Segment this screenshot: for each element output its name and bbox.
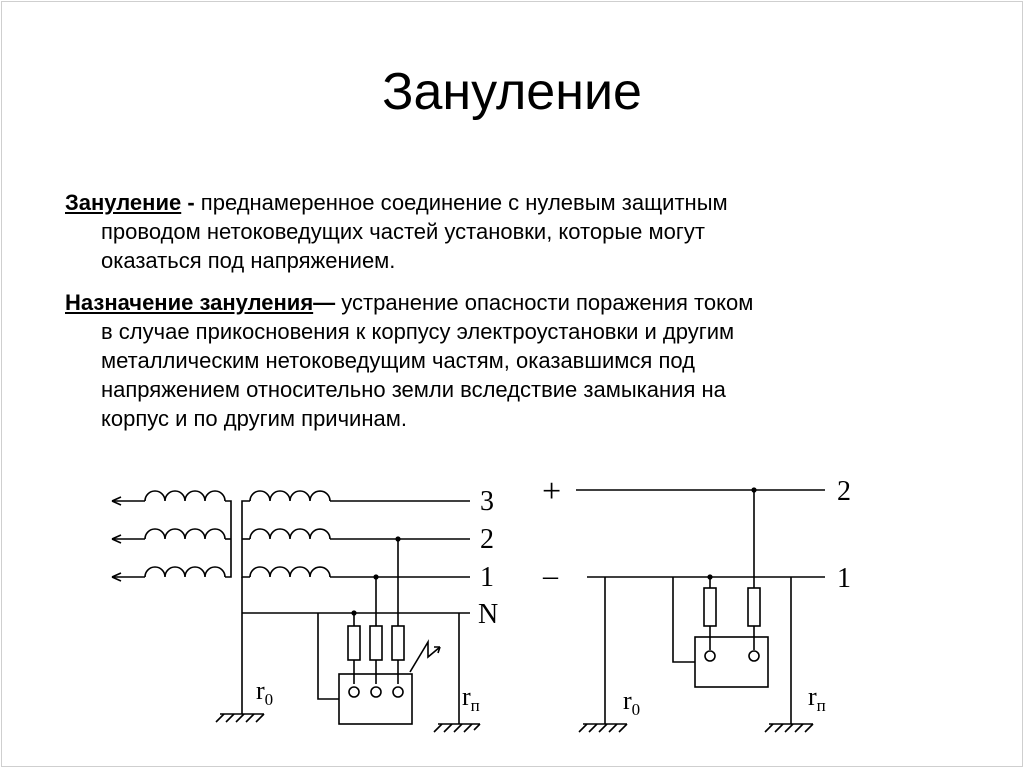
definition-separator: - [181, 190, 201, 215]
purpose-separator: — [313, 290, 342, 315]
circuit-diagrams [2, 2, 1022, 766]
source-arrows [112, 497, 145, 581]
dc-junction-dots [707, 487, 756, 579]
definition-line-2: проводом нетоковедущих частей установки, которые могут [101, 219, 705, 244]
purpose-line-3: металлическим нетоковедущим частям, оказавшимся под [101, 348, 695, 373]
ac-line-label-3: 3 [480, 486, 494, 517]
purpose-text-1: устранение опасности поражения током [341, 290, 754, 315]
ac-line-label-1: 1 [480, 562, 494, 593]
secondary-coils-icon [242, 491, 330, 702]
ground-icon [579, 724, 627, 732]
ac-bus-lines [242, 501, 470, 613]
primary-coils-icon [145, 491, 231, 577]
ground-icon [765, 724, 813, 732]
ac-line-label-2: 2 [480, 524, 494, 555]
definition-line-3: оказаться под напряжением. [101, 248, 396, 273]
definition-term: Зануление [65, 190, 182, 215]
dc-protective-conductor [673, 577, 695, 662]
fuse-icon [348, 626, 404, 660]
ground-icon [216, 702, 264, 722]
ac-line-label-n: N [478, 599, 499, 630]
dc-plus-label: + [542, 473, 562, 510]
slide [1, 1, 1023, 767]
terminal-icon [349, 687, 403, 697]
dc-grounding-diagram [542, 473, 851, 732]
terminal-icon [705, 651, 759, 661]
purpose-line-5: корпус и по другим причинам. [101, 406, 407, 431]
slide-title: Зануление [382, 63, 642, 121]
dc-rp-label: $r_п$ [808, 682, 826, 715]
ac-rp-label: $r_п$ [462, 682, 480, 715]
dc-minus-label: – [543, 559, 558, 592]
dc-r0-label: $r_0$ [623, 686, 641, 719]
dc-line-label-2: 2 [837, 476, 851, 507]
definition-text-1: преднамеренное соединение с нулевым защитным [200, 190, 728, 215]
protective-conductor [318, 613, 339, 699]
purpose-line-4: напряжением относительно земли вследствие замыкания на [101, 377, 726, 402]
fuse-icon [704, 588, 760, 626]
ac-r0-label: $r_0$ [256, 676, 274, 709]
ground-icon [434, 724, 480, 732]
purpose-term: Назначение зануления [65, 290, 314, 315]
dc-line-label-1: 1 [837, 563, 851, 594]
purpose-line-2: в случае прикосновения к корпусу электроустановки и другим [101, 319, 735, 344]
dc-load-enclosure [695, 637, 768, 687]
ac-grounding-diagram [112, 486, 498, 732]
